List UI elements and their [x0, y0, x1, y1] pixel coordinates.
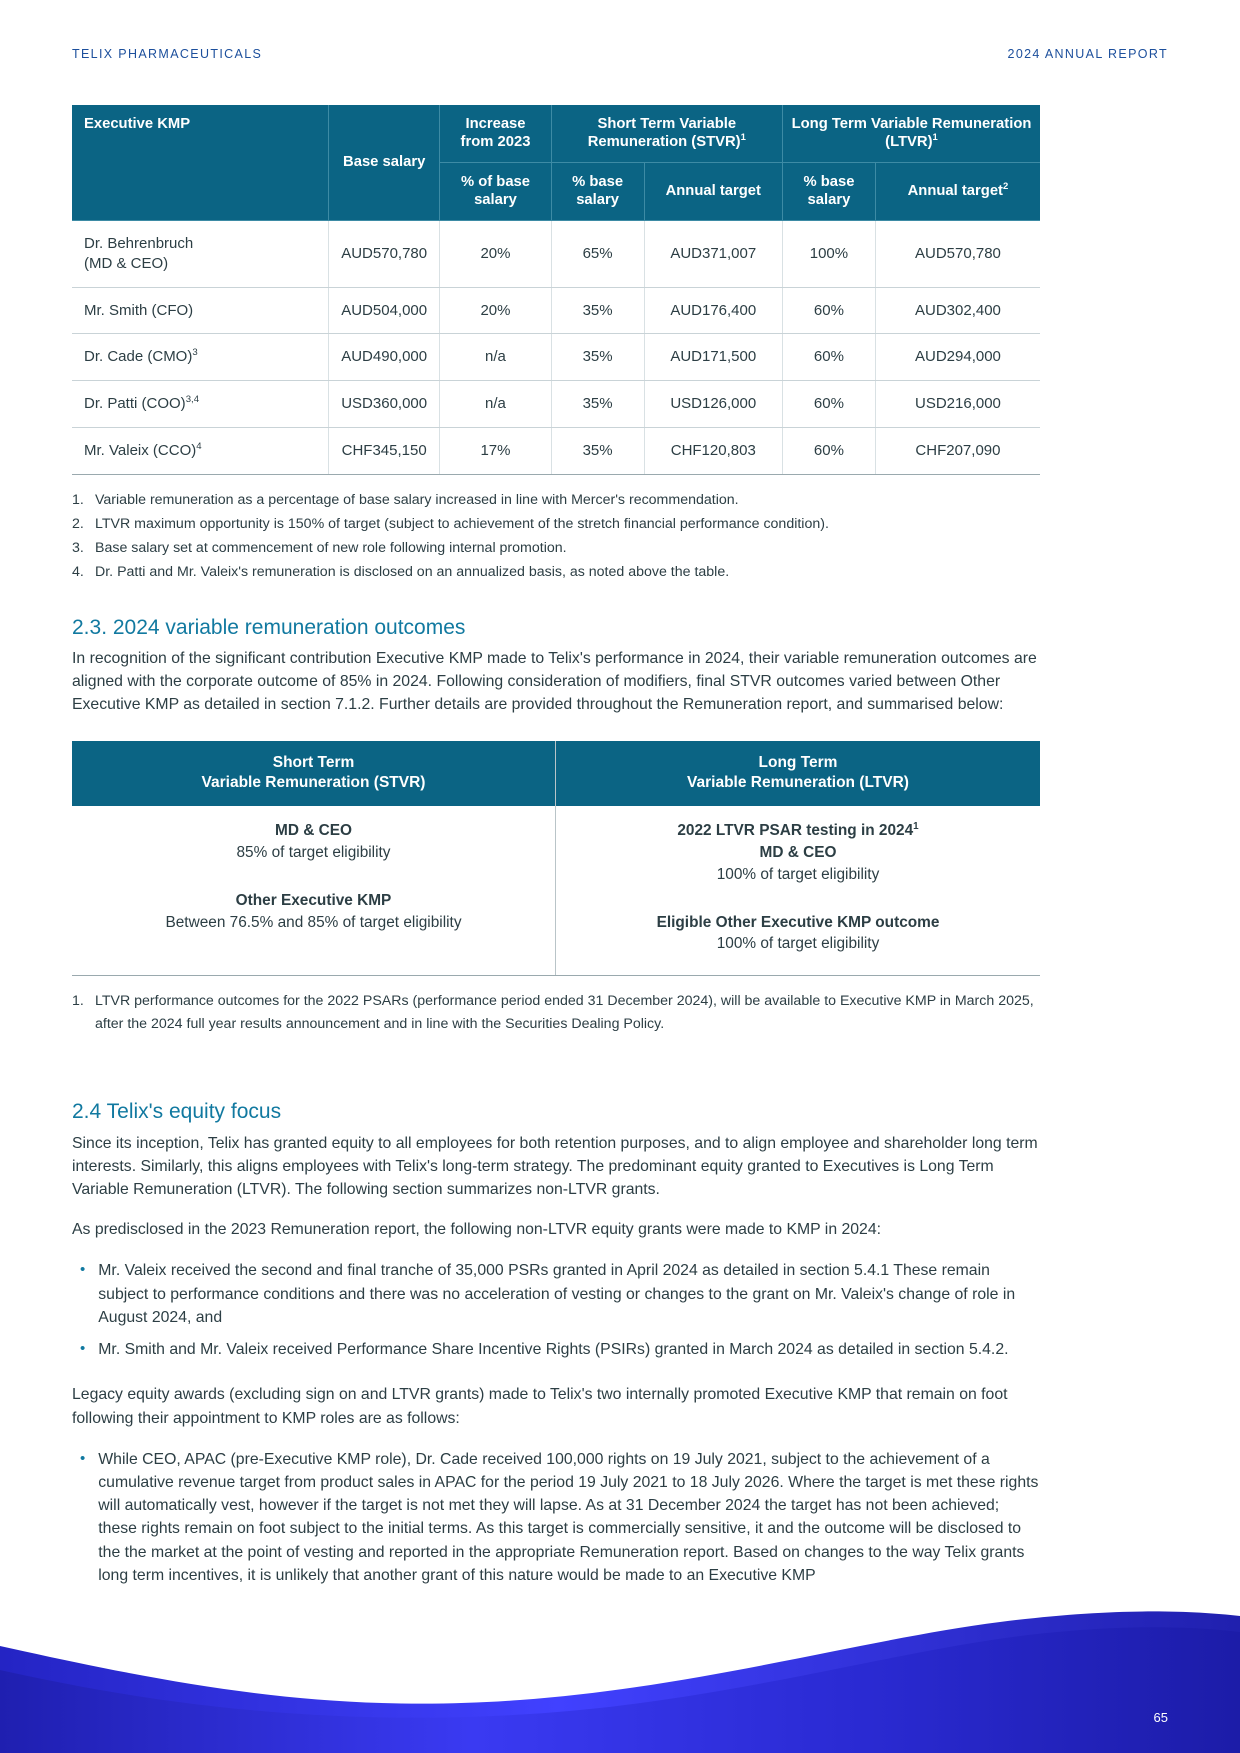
summary-block-sub: Between 76.5% and 85% of target eligibility: [165, 913, 462, 931]
th-stvr: [551, 105, 782, 162]
executive-kmp-table: [72, 105, 1040, 475]
cell-increase: n/a: [440, 334, 551, 381]
kmp-name-sup: 4: [196, 440, 202, 452]
kmp-name-line1: Dr. Patti (COO): [84, 395, 186, 413]
list-item-text: Mr. Smith and Mr. Valeix received Performance Share Incentive Rights (PSIRs) granted in March 2024 as detailed in section 5.4.2.: [98, 1341, 1009, 1359]
cell-stvr-target: AUD371,007: [644, 220, 782, 287]
footnote-text: Variable remuneration as a percentage of base salary increased in line with Mercer's recommendation.: [95, 491, 739, 508]
section-2-3-paragraph: In recognition of the significant contribution Executive KMP made to Telix's performance in 2024, their variable remuneration outcomes are aligned with the corporate outcome of 85% in 2024. Following consideration of modifiers, final STVR outcomes varied between Other Executive KMP as detailed in section 7.1.2. Further details are provided throughout the Remuneration report, and summarised below:: [72, 650, 1037, 714]
footnote-number: 4.: [72, 563, 84, 580]
footnote-number: 1.: [72, 491, 84, 508]
running-header-right: 2024 ANNUAL REPORT: [1007, 47, 1168, 61]
footnote-item: [72, 489, 1040, 512]
th-ltvr-pct-base-salary: % base salary: [782, 162, 875, 220]
summary-block-title: MD & CEO: [275, 821, 352, 839]
summary-column-ltvr: [556, 741, 1040, 976]
list-item: [72, 1338, 1040, 1361]
cell-ltvr-pct: 60%: [782, 381, 875, 428]
running-header-left: TELIX PHARMACEUTICALS: [72, 47, 263, 61]
cell-increase: 17%: [440, 427, 551, 474]
summary-block: [82, 890, 545, 934]
summary-block: [82, 820, 545, 864]
cell-ltvr-target: CHF207,090: [875, 427, 1040, 474]
cell-increase: n/a: [440, 381, 551, 428]
cell-stvr-pct: 65%: [551, 220, 644, 287]
running-header: [72, 47, 1168, 61]
list-item-text: Mr. Valeix received the second and final tranche of 35,000 PSRs granted in April 2024 as detailed in section 5.4.1 These remain subject to performance conditions and there was no acceleration of vesting or changes to the grant on Mr. Valeix's change of role in August 2024, and: [98, 1262, 1016, 1326]
cell-base-salary: AUD570,780: [329, 220, 440, 287]
th-ltvr-annual-target-label: Annual target: [907, 183, 1003, 200]
th-stvr-footnote-marker: 1: [740, 132, 746, 144]
footnote-item: [72, 513, 1040, 536]
cell-stvr-pct: 35%: [551, 334, 644, 381]
cell-increase: 20%: [440, 287, 551, 334]
page-number: 65: [1153, 1710, 1168, 1725]
cell-stvr-target: AUD176,400: [644, 287, 782, 334]
cell-kmp-name: [72, 287, 329, 334]
cell-stvr-pct: 35%: [551, 287, 644, 334]
cell-ltvr-pct: 60%: [782, 334, 875, 381]
cell-ltvr-pct: 60%: [782, 287, 875, 334]
table-row: [72, 427, 1040, 474]
cell-stvr-pct: 35%: [551, 381, 644, 428]
cell-stvr-target: AUD171,500: [644, 334, 782, 381]
footnote-text: LTVR performance outcomes for the 2022 PSARs (performance period ended 31 December 2024), will be available to Executive KMP in March 2025, after the 2024 full year results announcement and in line with the Securities Dealing Policy.: [95, 993, 1034, 1033]
kmp-name-line1: Dr. Behrenbruch: [84, 234, 194, 252]
summary-block-title: [566, 820, 1030, 842]
summary-header-stvr-line2: Variable Remuneration (STVR): [201, 774, 426, 792]
th-stvr-pct-base-salary: % base salary: [551, 162, 644, 220]
cell-ltvr-target: AUD294,000: [875, 334, 1040, 381]
cell-increase: 20%: [440, 220, 551, 287]
cell-base-salary: AUD504,000: [329, 287, 440, 334]
cell-stvr-target: CHF120,803: [644, 427, 782, 474]
th-stvr-annual-target: Annual target: [644, 162, 782, 220]
summary-header-ltvr-line2: Variable Remuneration (LTVR): [687, 774, 909, 792]
section-heading-2-3: 2.3. 2024 variable remuneration outcomes: [72, 615, 466, 639]
summary-block-sub: 100% of target eligibility: [716, 935, 880, 953]
footnote-number: 3.: [72, 539, 84, 556]
bullet-dot-icon: •: [80, 1261, 86, 1279]
summary-column-stvr: [72, 741, 556, 976]
table-row: [72, 381, 1040, 428]
th-pct-of-base-salary: % of base salary: [440, 162, 551, 220]
th-ltvr: [782, 105, 1040, 162]
cell-ltvr-target: USD216,000: [875, 381, 1040, 428]
section-2-4-paragraph-1: Since its inception, Telix has granted equity to all employees for both retention purposes, and to align employee and shareholder long term interests. Similarly, this aligns employees with Telix's long-term strategy. The predominant equity granted to Executives is Long Term Variable Remuneration (LTVR). The following section summarizes non-LTVR grants.: [72, 1134, 1038, 1198]
section-2-4-paragraph-2: As predisclosed in the 2023 Remuneration report, the following non-LTVR equity grants were made to KMP in 2024:: [72, 1221, 882, 1239]
cell-kmp-name: [72, 334, 329, 381]
kmp-name-line1: Mr. Valeix (CCO): [84, 441, 197, 459]
cell-kmp-name: [72, 381, 329, 428]
table-row: [72, 220, 1040, 287]
summary-body-ltvr: [556, 806, 1040, 975]
th-ltvr-annual-target: [875, 162, 1040, 220]
th-ltvr-label: Long Term Variable Remuneration (LTVR): [791, 116, 1032, 151]
cell-kmp-name: [72, 220, 329, 287]
cell-ltvr-pct: 60%: [782, 427, 875, 474]
th-ltvr-footnote-marker: 1: [932, 132, 938, 144]
summary-block: [566, 820, 1030, 886]
footnote-text: Dr. Patti and Mr. Valeix's remuneration is disclosed on an annualized basis, as noted above the table.: [95, 563, 730, 580]
summary-block-title: Eligible Other Executive KMP outcome: [656, 913, 940, 931]
bullet-dot-icon: •: [80, 1340, 86, 1358]
footnote-item: [72, 537, 1040, 560]
section-2-4-paragraph-3: Legacy equity awards (excluding sign on and LTVR grants) made to Telix's two internally promoted Executive KMP that remain on foot following their appointment to KMP roles are as follows:: [72, 1386, 1008, 1427]
summary-header-ltvr-line1: Long Term: [758, 753, 838, 771]
th-base-salary: Base salary: [329, 105, 440, 220]
table-row: [72, 334, 1040, 381]
cell-base-salary: CHF345,150: [329, 427, 440, 474]
footnote-text: LTVR maximum opportunity is 150% of target (subject to achievement of the stretch financial performance condition).: [95, 515, 829, 532]
footnote-item: [72, 561, 1040, 584]
th-increase-from-2023: Increase from 2023: [440, 105, 551, 162]
table-row: [72, 287, 1040, 334]
cell-kmp-name: [72, 427, 329, 474]
summary-header-stvr-line1: Short Term: [272, 753, 355, 771]
kmp-name-line2: (MD & CEO): [84, 254, 169, 272]
cell-ltvr-target: AUD302,400: [875, 287, 1040, 334]
summary-block: [566, 912, 1030, 956]
footer-wave-graphic: [0, 1518, 1240, 1753]
cell-base-salary: USD360,000: [329, 381, 440, 428]
list-item: [72, 1259, 1040, 1329]
summary-body-stvr: [72, 806, 555, 954]
summary-block-sub: 100% of target eligibility: [716, 865, 880, 883]
cell-ltvr-target: AUD570,780: [875, 220, 1040, 287]
section-heading-2-4: 2.4 Telix's equity focus: [72, 1100, 282, 1124]
list-item-text: While CEO, APAC (pre-Executive KMP role), Dr. Cade received 100,000 rights on 19 July 2021, subject to the achievement of a cumulative revenue target from product sales in APAC for the period 19 July 2021 to 18 July 2026. Where the target is met these rights will automatically vest, however if the target is not met they will lapse. As at 31 December 2024 the target has not been achieved; these rights remain on foot subject to the initial terms. As this target is commercially sensitive, it and the outcome will be disclosed to the the market at the point of vesting and reported in the appropriate Remuneration report. Based on changes to the way Telix grants long term incentives, it is unlikely that another grant of this nature would be made to an Executive KMP: [98, 1450, 1039, 1584]
footnote-text: Base salary set at commencement of new role following internal promotion.: [95, 539, 567, 556]
cell-stvr-target: USD126,000: [644, 381, 782, 428]
summary-block-title: Other Executive KMP: [235, 891, 392, 909]
summary-block-sub: 85% of target eligibility: [236, 843, 391, 861]
section-2-4-bullet-list-1: [72, 1259, 1040, 1361]
bullet-dot-icon: •: [80, 1449, 86, 1467]
cell-ltvr-pct: 100%: [782, 220, 875, 287]
variable-remuneration-summary-box: [72, 741, 1040, 977]
th-executive-kmp: Executive KMP: [72, 105, 329, 220]
footnote-item: [72, 990, 1040, 1036]
kmp-name-line1: Mr. Smith (CFO): [84, 301, 194, 319]
summary-block-title2: MD & CEO: [759, 843, 837, 861]
kmp-name-sup: 3,4: [185, 394, 200, 406]
cell-base-salary: AUD490,000: [329, 334, 440, 381]
summary-header-stvr: [72, 741, 555, 806]
summary-block-title-text: 2022 LTVR PSAR testing in 2024: [677, 821, 914, 839]
th-stvr-label: Short Term Variable Remuneration (STVR): [587, 116, 741, 151]
footnote-number: 2.: [72, 515, 84, 532]
summary-box-footnotes: [72, 990, 1040, 1036]
summary-header-ltvr: [556, 741, 1040, 806]
th-ltvr-annual-target-footnote-marker: 2: [1003, 181, 1009, 193]
page-content: [72, 105, 1040, 1596]
cell-stvr-pct: 35%: [551, 427, 644, 474]
executive-kmp-table-body: [72, 220, 1040, 474]
kmp-name-line1: Dr. Cade (CMO): [84, 348, 193, 366]
kmp-name-sup: 3: [192, 347, 198, 359]
kmp-table-footnotes: [72, 489, 1040, 584]
summary-block-footnote-marker: 1: [913, 820, 919, 832]
table-header-row-top: [72, 105, 1040, 162]
wave-svg: [0, 1518, 1240, 1753]
footnote-number: 1.: [72, 993, 84, 1010]
